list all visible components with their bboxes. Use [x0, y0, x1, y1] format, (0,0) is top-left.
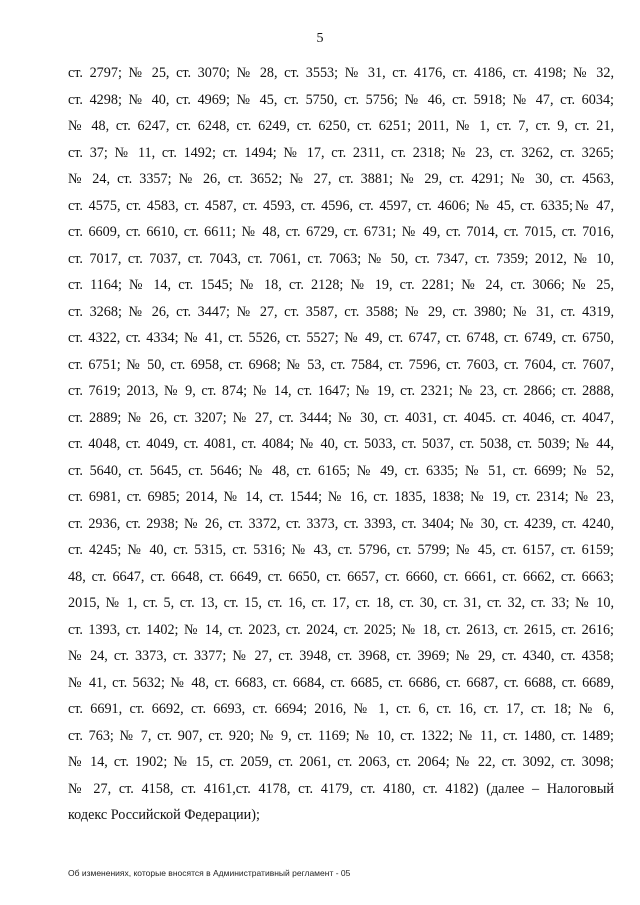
text-line: ст. 2889; № 26, ст. 3207; № 27, ст. 3444; № 30, ст. 4031, ст. 4045. ст. 4046, ст. 4047,	[68, 409, 614, 426]
text-line: ст. 4322, ст. 4334; № 41, ст. 5526, ст. 5527; № 49, ст. 6747, ст. 6748, ст. 6749, ст. 6750,	[68, 330, 614, 346]
text-line: № 48, ст. 6247, ст. 6248, ст. 6249, ст. 6250, ст. 6251; 2011, № 1, ст. 7, ст. 9, ст. 21,	[68, 118, 614, 134]
text-line: ст. 3268; № 26, ст. 3447; № 27, ст. 3587, ст. 3588; № 29, ст. 3980; № 31, ст. 4319,	[68, 303, 614, 320]
text-line: ст. 4245; № 40, ст. 5315, ст. 5316; № 43, ст. 5796, ст. 5799; № 45, ст. 6157, ст. 6159;	[68, 542, 614, 558]
text-line: ст. 763; № 7, ст. 907, ст. 920; № 9, ст. 1169; № 10, ст. 1322; № 11, ст. 1480, ст. 1489;	[68, 727, 614, 744]
text-line: ст. 1393, ст. 1402; № 14, ст. 2023, ст. 2024, ст. 2025; № 18, ст. 2613, ст. 2615, ст. 2616;	[68, 621, 614, 638]
text-line: 48, ст. 6647, ст. 6648, ст. 6649, ст. 6650, ст. 6657, ст. 6660, ст. 6661, ст. 6662, ст. 6663;	[68, 568, 614, 585]
text-line: ст. 4298; № 40, ст. 4969; № 45, ст. 5750, ст. 5756; № 46, ст. 5918; № 47, ст. 6034;	[68, 91, 614, 108]
page-number: 5	[316, 31, 324, 46]
text-line: ст. 6691, ст. 6692, ст. 6693, ст. 6694; 2016, № 1, ст. 6, ст. 16, ст. 17, ст. 18; № 6,	[68, 701, 614, 717]
text-line: кодекс Российской Федерации);	[68, 807, 260, 823]
text-line: № 24, ст. 3357; № 26, ст. 3652; № 27, ст. 3881; № 29, ст. 4291; № 30, ст. 4563,	[68, 171, 614, 187]
text-line: ст. 6751; № 50, ст. 6958, ст. 6968; № 53, ст. 7584, ст. 7596, ст. 7603, ст. 7604, ст. 7607,	[68, 356, 614, 373]
text-line: ст. 4048, ст. 4049, ст. 4081, ст. 4084; № 40, ст. 5033, ст. 5037, ст. 5038, ст. 5039; № 44,	[68, 436, 614, 452]
text-line: ст. 4575, ст. 4583, ст. 4587, ст. 4593, ст. 4596, ст. 4597, ст. 4606; № 45, ст. 6335;№ 47,	[68, 197, 614, 214]
text-line: № 27, ст. 4158, ст. 4161,ст. 4178, ст. 4179, ст. 4180, ст. 4182) (далее – Налоговый	[68, 780, 614, 797]
text-line: № 24, ст. 3373, ст. 3377; № 27, ст. 3948, ст. 3968, ст. 3969; № 29, ст. 4340, ст. 4358;	[68, 648, 614, 664]
text-line: ст. 2936, ст. 2938; № 26, ст. 3372, ст. 3373, ст. 3393, ст. 3404; № 30, ст. 4239, ст. 4240,	[68, 515, 614, 532]
body-text	[68, 60, 614, 829]
text-line: ст. 6981, ст. 6985; 2014, № 14, ст. 1544; № 16, ст. 1835, 1838; № 19, ст. 2314; № 23,	[68, 489, 614, 505]
text-line: ст. 6609, ст. 6610, ст. 6611; № 48, ст. 6729, ст. 6731; № 49, ст. 7014, ст. 7015, ст. 7016,	[68, 224, 614, 240]
footer-text: Об изменениях, которые вносятся в Административный регламент - 05	[68, 868, 351, 878]
text-line: № 41, ст. 5632; № 48, ст. 6683, ст. 6684, ст. 6685, ст. 6686, ст. 6687, ст. 6688, ст. 6689,	[68, 674, 614, 691]
text-line: ст. 7017, ст. 7037, ст. 7043, ст. 7061, ст. 7063; № 50, ст. 7347, ст. 7359; 2012, № 10,	[68, 250, 614, 267]
text-line: ст. 5640, ст. 5645, ст. 5646; № 48, ст. 6165; № 49, ст. 6335; № 51, ст. 6699; № 52,	[68, 462, 614, 479]
text-line: ст. 7619; 2013, № 9, ст. 874; № 14, ст. 1647; № 19, ст. 2321; № 23, ст. 2866; ст. 2888,	[68, 383, 614, 399]
text-line: 2015, № 1, ст. 5, ст. 13, ст. 15, ст. 16, ст. 17, ст. 18, ст. 30, ст. 31, ст. 32, ст. 33; № 10,	[68, 595, 614, 611]
text-line: ст. 2797; № 25, ст. 3070; № 28, ст. 3553; № 31, ст. 4176, ст. 4186, ст. 4198; № 32,	[68, 65, 614, 81]
text-line: ст. 1164; № 14, ст. 1545; № 18, ст. 2128; № 19, ст. 2281; № 24, ст. 3066; № 25,	[68, 277, 614, 293]
text-line: № 14, ст. 1902; № 15, ст. 2059, ст. 2061, ст. 2063, ст. 2064; № 22, ст. 3092, ст. 3098;	[68, 754, 614, 770]
text-line: ст. 37; № 11, ст. 1492; ст. 1494; № 17, ст. 2311, ст. 2318; № 23, ст. 3262, ст. 3265;	[68, 144, 614, 161]
